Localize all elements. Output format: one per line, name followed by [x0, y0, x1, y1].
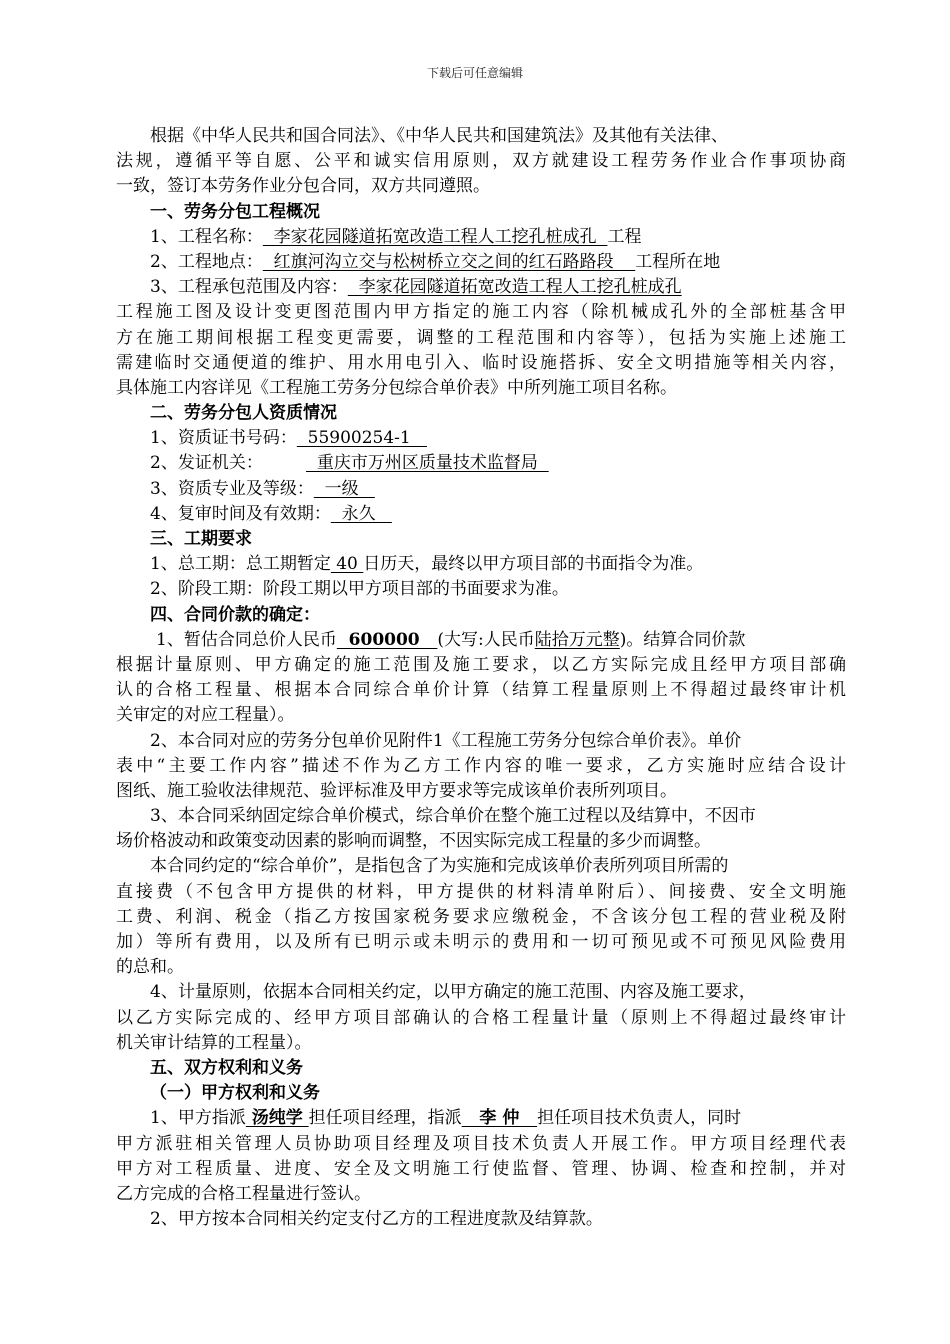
field-value: 一级 [313, 478, 375, 499]
paragraph-line: 方在施工期间根据工程变更需要，调整的工程范围和内容等），包括为实施上述施工 [116, 327, 846, 348]
field-value: 55900254-1 [296, 428, 427, 449]
paragraph-line: 图纸、施工验收法律规范、验评标准及甲方要求等完成该单价表所列项目。 [116, 780, 677, 801]
paragraph-line: 认的合格工程量、根据本合同综合单价计算（结算工程量原则上不得超过最终审计机 [116, 680, 846, 701]
paragraph-line: 2、阶段工期：阶段工期以甲方项目部的书面要求为准。 [150, 579, 569, 600]
section-heading: 一、劳务分包工程概况 [150, 201, 320, 222]
field-value: 李家花园隧道拓宽改造工程人工挖孔桩成孔 [347, 277, 682, 298]
field-line [116, 1106, 846, 1131]
field-line [116, 477, 846, 502]
paragraph-line: 甲方派驻相关管理人员协助项目经理及项目技术负责人开展工作。甲方项目经理代表 [116, 1133, 846, 1154]
paragraph-line: 以乙方实际完成的、经甲方项目部确认的合格工程量计量（原则上不得超过最终审计 [116, 1007, 846, 1028]
field-tail: 日历天，最终以甲方项目部的书面指令为准。 [363, 554, 704, 575]
paragraph-line: 场价格波动和政策变动因素的影响而调整，不因实际完成工程量的多少而调整。 [116, 831, 711, 852]
paragraph-line: 直接费（不包含甲方提供的材料，甲方提供的材料清单附后）、间接费、安全文明施 [116, 881, 846, 902]
paragraph-line: 2、甲方按本合同相关约定支付乙方的工程进度款及结算款。 [150, 1209, 603, 1230]
field-tail: 工程 [607, 226, 642, 247]
paragraph-line: 工费、利润、税金（指乙方按国家税务要求应缴税金，不含该分包工程的营业税及附 [116, 906, 846, 927]
field-value: 重庆市万州区质量技术监督局 [306, 453, 549, 474]
field-label: 1、工程名称： [150, 226, 263, 247]
field-label: 1、暂估合同总价人民币 [156, 629, 337, 650]
field-label: 2、发证机关： [150, 453, 307, 474]
paragraph-line: 具体施工内容详见《工程施工劳务分包综合单价表》中所列施工项目名称。 [116, 377, 677, 398]
field-tail: )。结算合同价款 [619, 629, 746, 650]
field-value: 永久 [330, 503, 392, 524]
paragraph-line: 本合同约定的“综合单价”，是指包含了为实施和完成该单价表所列项目所需的 [150, 856, 729, 877]
technical-lead-name: 李 仲 [461, 1108, 538, 1129]
field-mid: 担任项目经理，指派 [308, 1108, 462, 1129]
field-value: 李家花园隧道拓宽改造工程人工挖孔桩成孔 [262, 226, 608, 247]
field-mid: (大写:人民币 [437, 629, 535, 650]
section-heading: 五、双方权利和义务 [150, 1057, 303, 1078]
paragraph-line: 加）等所有费用，以及所有已明示或未明示的费用和一切可预见或不可预见风险费用 [116, 932, 846, 952]
section-heading: 四、合同价款的确定： [150, 604, 320, 625]
contract-price-words: 陆拾万元整 [534, 629, 620, 650]
page-header-note: 下载后可任意编辑 [426, 66, 523, 80]
paragraph-line: 3、本合同采纳固定综合单价模式，综合单价在整个施工过程以及结算中，不因市 [150, 806, 756, 827]
field-line [116, 250, 846, 275]
paragraph-line: 工程施工图及设计变更图范围内甲方指定的施工内容（除机械成孔外的全部桩基含甲 [116, 302, 846, 323]
field-value: 红旗河沟立交与松树桥立交之间的红石路路段 [262, 251, 636, 272]
paragraph-line: 根据《中华人民共和国合同法》、《中华人民共和国建筑法》及其他有关法律、 [150, 126, 728, 146]
field-line [116, 225, 846, 250]
paragraph-line: 的总和。 [116, 957, 184, 978]
field-line [116, 451, 846, 476]
project-manager-name: 汤纯学 [245, 1108, 309, 1129]
field-tail: 工程所在地 [635, 251, 721, 272]
field-label: 3、工程承包范围及内容： [150, 277, 348, 298]
field-value: 40 [330, 554, 364, 575]
field-label: 1、资质证书号码： [150, 428, 297, 449]
field-line [116, 552, 846, 577]
field-tail: 担任项目技术负责人，同时 [537, 1108, 742, 1129]
field-label: 1、总工期：总工期暂定 [150, 554, 331, 575]
paragraph-line: 机关审计结算的工程量）。 [116, 1032, 312, 1053]
subsection-heading: （一）甲方权利和义务 [150, 1083, 320, 1104]
field-label: 4、复审时间及有效期： [150, 503, 331, 524]
field-label: 1、甲方指派 [150, 1108, 246, 1129]
paragraph-line: 法规，遵循平等自愿、公平和诚实信用原则，双方就建设工程劳务作业合作事项协商 [116, 151, 846, 172]
paragraph-line: 一致，签订本劳务作业分包合同，双方共同遵照。 [116, 176, 490, 197]
field-line [116, 426, 846, 451]
contract-body [116, 124, 846, 1232]
field-label: 3、资质专业及等级： [150, 478, 314, 499]
paragraph-line: 4、计量原则，依据本合同相关约定，以甲方确定的施工范围、内容及施工要求， [150, 982, 756, 1003]
field-line [116, 502, 846, 527]
paragraph-line: 2、本合同对应的劳务分包单价见附件1《工程施工劳务分包综合单价表》。单价 [150, 730, 742, 751]
paragraph-line: 关审定的对应工程量）。 [116, 705, 295, 726]
paragraph-line: 甲方对工程质量、进度、安全及文明施工行使监督、管理、协调、检查和控制，并对 [116, 1158, 846, 1179]
field-label: 2、工程地点： [150, 251, 263, 272]
section-heading: 二、劳务分包人资质情况 [150, 403, 337, 424]
paragraph-line: 需建临时交通便道的维护、用水用电引入、临时设施搭拆、安全文明措施等相关内容， [116, 352, 846, 373]
paragraph-line: 根据计量原则、甲方确定的施工范围及施工要求，以乙方实际完成且经甲方项目部确 [116, 654, 846, 675]
contract-price-value: 600000 [336, 629, 438, 650]
paragraph-line: 乙方完成的合格工程量进行签认。 [116, 1183, 371, 1204]
field-line [116, 628, 846, 653]
section-heading: 三、工期要求 [150, 529, 252, 549]
field-line [116, 275, 846, 300]
paragraph-line: 表中“主要工作内容”描述不作为乙方工作内容的唯一要求，乙方实施时应结合设计 [116, 755, 846, 776]
